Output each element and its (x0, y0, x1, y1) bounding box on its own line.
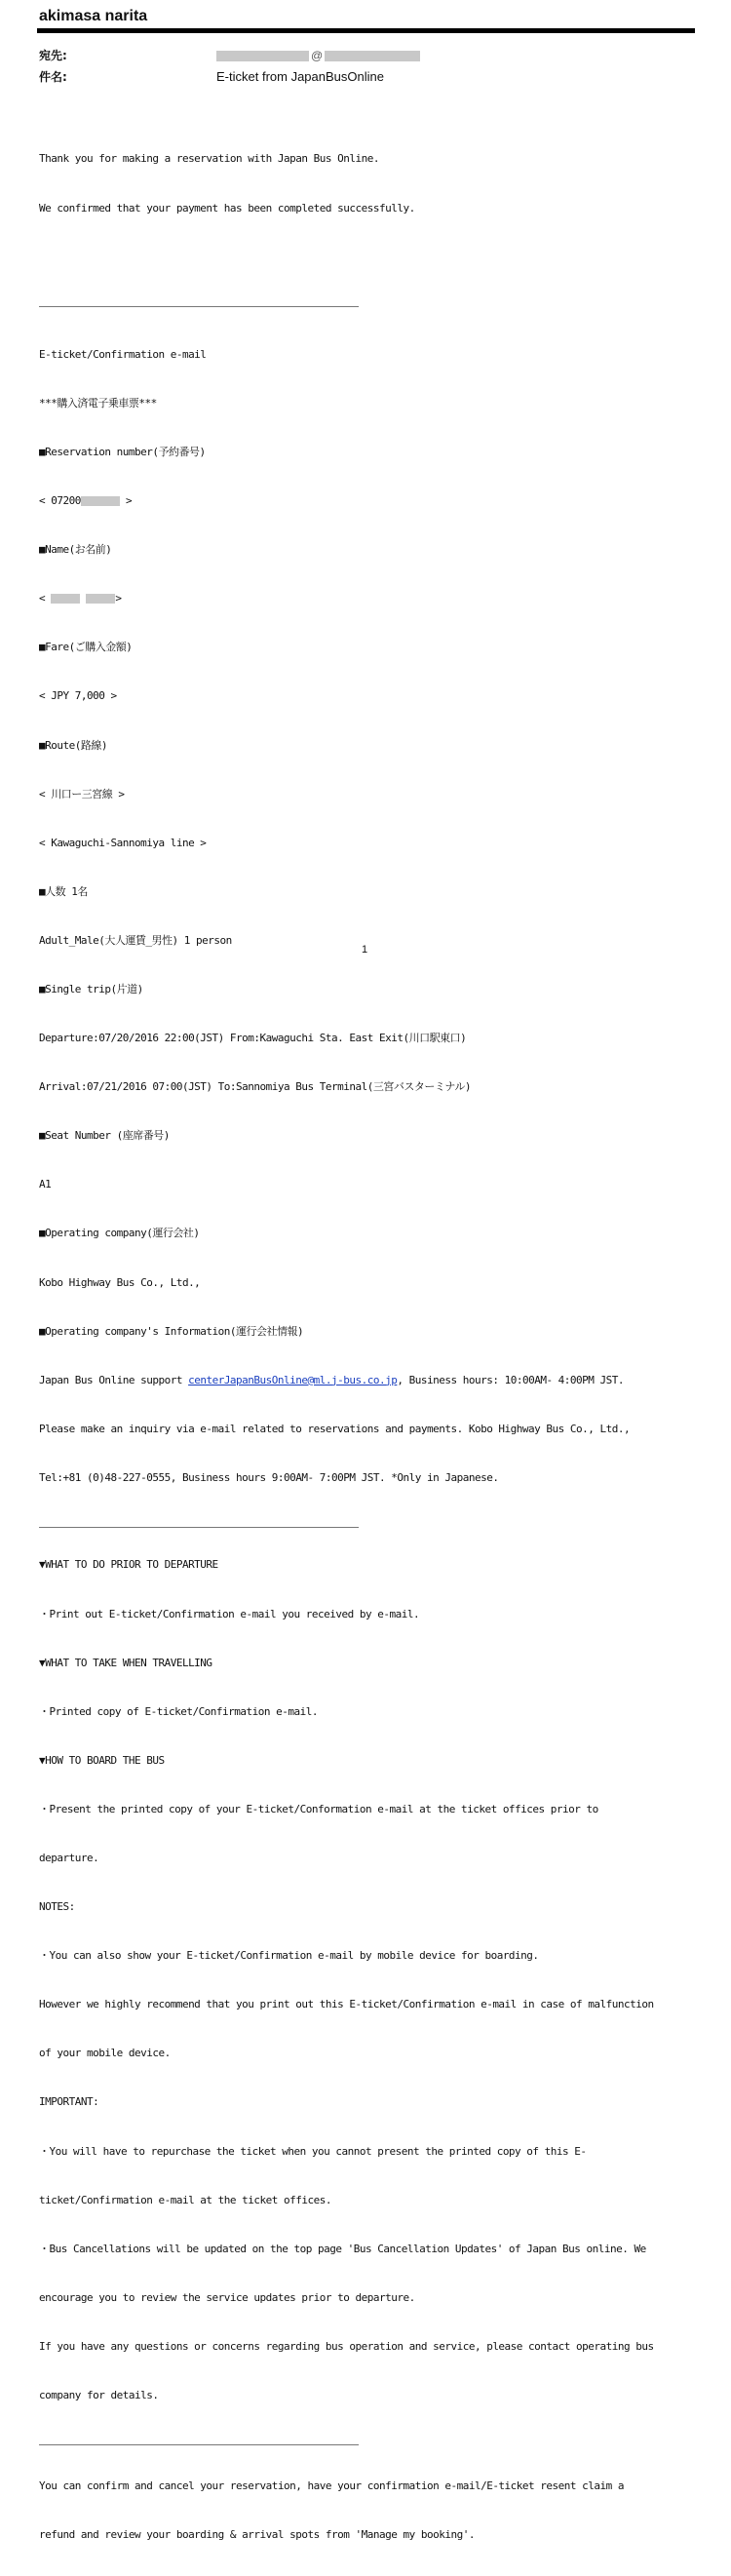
reservation-suffix: > (125, 494, 133, 508)
notes-line: However we highly recommend that you print out this E-ticket/Confirmation e-mail in case of malfunction (39, 1998, 654, 2011)
closing-line: You can confirm and cancel your reservation, have your confirmation e-mail/E-ticket resent claim a (39, 2478, 625, 2492)
info-label: ■Operating company's Information(運行会社情報) (39, 1324, 304, 1338)
email-at-sign: @ (311, 49, 324, 62)
reservation-label: ■Reservation number(予約番号) (39, 445, 206, 458)
separator (39, 1519, 702, 1525)
intro-line: We confirmed that your payment has been completed successfully. (39, 201, 415, 215)
seat-label: ■Seat Number (座席番号) (39, 1129, 170, 1143)
subject-label: 件名: (39, 70, 67, 84)
redaction-block (216, 51, 309, 61)
support-line (39, 1373, 702, 1389)
important-line: company for details. (39, 2389, 159, 2402)
eticket-heading-jp: ***購入済電子乗車票*** (39, 396, 157, 410)
route-value-en: < Kawaguchi-Sannomiya line > (39, 836, 207, 849)
header-rule (37, 28, 695, 33)
departure-line: Departure:07/20/2016 22:00(JST) From:Kawaguchi Sta. East Exit(川口駅東口) (39, 1032, 467, 1045)
subject-value: E-ticket from JapanBusOnline (216, 69, 384, 84)
important-label: IMPORTANT: (39, 2095, 99, 2109)
take-item: ・Printed copy of E-ticket/Confirmation e-mail. (39, 1704, 319, 1718)
people-value: Adult_Male(大人運賃_男性) 1 person (39, 933, 232, 947)
redaction-block (86, 594, 115, 604)
name-prefix: < (39, 592, 46, 605)
tel-line: Tel:+81 (0)48-227-0555, Business hours 9:00AM- 7:00PM JST. *Only in Japanese. (39, 1470, 499, 1484)
company-label: ■Operating company(運行会社) (39, 1227, 200, 1240)
prior-item: ・Print out E-ticket/Confirmation e-mail you received by e-mail. (39, 1607, 420, 1620)
name-label: ■Name(お名前) (39, 543, 112, 557)
redaction-block (81, 496, 120, 506)
important-line: ticket/Confirmation e-mail at the ticket offices. (39, 2193, 332, 2206)
board-label: ▼HOW TO BOARD THE BUS (39, 1753, 165, 1767)
route-label: ■Route(路線) (39, 738, 107, 752)
reservation-prefix: < 07200 (39, 494, 81, 508)
support-prefix: Japan Bus Online support (39, 1373, 189, 1386)
separator (39, 298, 702, 315)
take-label: ▼WHAT TO TAKE WHEN TRAVELLING (39, 1656, 212, 1669)
route-value-jp: < 川口ー三宮線 > (39, 787, 125, 800)
important-line: ・Bus Cancellations will be updated on the top page 'Bus Cancellation Updates' of Japan Bus online. We (39, 2242, 646, 2255)
fare-value: < JPY 7,000 > (39, 689, 117, 703)
prior-label: ▼WHAT TO DO PRIOR TO DEPARTURE (39, 1558, 218, 1572)
intro-line: Thank you for making a reservation with Japan Bus Online. (39, 152, 379, 166)
sender-name: akimasa narita (39, 8, 148, 24)
board-item: ・Present the printed copy of your E-ticket/Conformation e-mail at the ticket offices prior to (39, 1802, 598, 1815)
people-label: ■人数 1名 (39, 884, 88, 898)
notes-label: NOTES: (39, 1900, 75, 1914)
redaction-block (325, 51, 420, 61)
arrival-line: Arrival:07/21/2016 07:00(JST) To:Sannomiya Bus Terminal(三宮バスターミナル) (39, 1080, 471, 1094)
inquiry-line: Please make an inquiry via e-mail related to reservations and payments. Kobo Highway Bus Co., Ltd., (39, 1422, 631, 1435)
important-line: encourage you to review the service updates prior to departure. (39, 2290, 415, 2304)
closing-line: refund and review your boarding & arrival spots from 'Manage my booking'. (39, 2527, 475, 2541)
seat-value: A1 (39, 1178, 52, 1191)
separator (39, 2437, 702, 2445)
name-suffix: > (115, 592, 122, 605)
redaction-block (51, 594, 80, 604)
support-suffix: , Business hours: 10:00AM- 4:00PM JST. (397, 1373, 625, 1386)
page-number: 1 (362, 944, 368, 956)
to-label: 宛先: (39, 49, 67, 62)
notes-line: ・You can also show your E-ticket/Confirmation e-mail by mobile device for boarding. (39, 1949, 539, 1963)
eticket-heading: E-ticket/Confirmation e-mail (39, 347, 207, 361)
board-item: departure. (39, 1852, 99, 1864)
blank-line (39, 250, 702, 266)
reservation-value (39, 493, 702, 510)
fare-label: ■Fare(ご購入金額) (39, 641, 133, 654)
trip-label: ■Single trip(片道) (39, 983, 143, 995)
company-value: Kobo Highway Bus Co., Ltd., (39, 1275, 201, 1289)
important-line: If you have any questions or concerns regarding bus operation and service, please contact operating bus (39, 2339, 654, 2353)
important-line: ・You will have to repurchase the ticket when you cannot present the printed copy of this E- (39, 2144, 587, 2158)
support-email-link[interactable]: centerJapanBusOnline@ml.j-bus.co.jp (188, 1373, 398, 1386)
email-body (39, 119, 702, 2576)
notes-line: of your mobile device. (39, 2047, 171, 2060)
name-value (39, 591, 702, 607)
recipient-email-redacted (216, 49, 420, 62)
